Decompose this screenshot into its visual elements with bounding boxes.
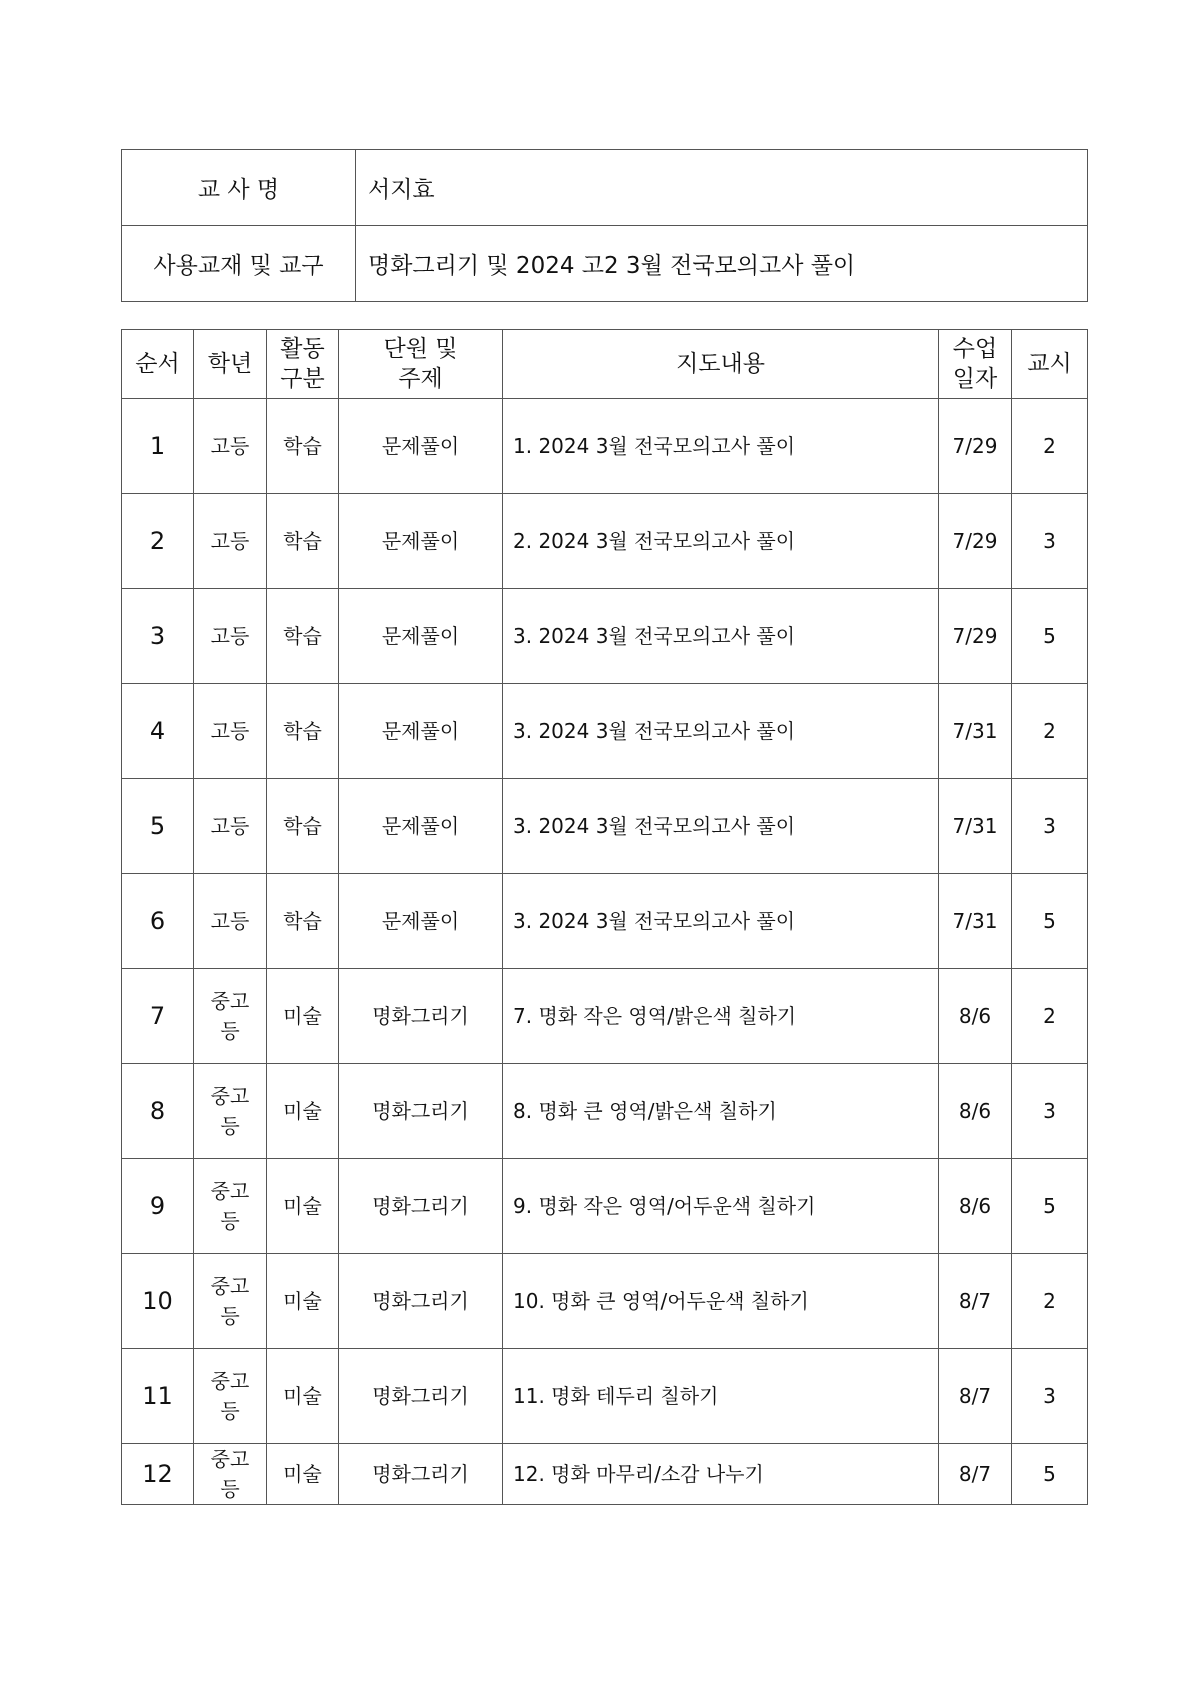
table-row <box>122 1349 1088 1444</box>
grade-text: 중고 <box>210 1274 250 1298</box>
activity-cell: 미술 <box>267 1064 339 1159</box>
grade-cell <box>194 779 267 874</box>
order-cell: 1 <box>122 399 194 494</box>
period-cell: 3 <box>1012 1064 1088 1159</box>
grade-text: 중고 <box>210 1447 250 1471</box>
unit-cell: 문제풀이 <box>339 589 503 684</box>
grade-text: 고등 <box>210 814 250 838</box>
order-cell: 5 <box>122 779 194 874</box>
grade-cell <box>194 1254 267 1349</box>
grade-text: 고등 <box>210 719 250 743</box>
table-row <box>122 779 1088 874</box>
period-cell: 3 <box>1012 1349 1088 1444</box>
grade-text: 고등 <box>210 909 250 933</box>
content-cell: 2. 2024 3월 전국모의고사 풀이 <box>503 494 939 589</box>
unit-cell: 문제풀이 <box>339 779 503 874</box>
header-unit <box>339 330 503 399</box>
unit-cell: 명화그리기 <box>339 1444 503 1505</box>
order-cell: 10 <box>122 1254 194 1349</box>
table-row <box>122 494 1088 589</box>
header-date-line2: 일자 <box>952 366 998 392</box>
content-cell: 12. 명화 마무리/소감 나누기 <box>503 1444 939 1505</box>
schedule-header-row <box>122 330 1088 399</box>
content-cell: 3. 2024 3월 전국모의고사 풀이 <box>503 684 939 779</box>
grade-text: 등 <box>220 1399 240 1423</box>
period-cell: 2 <box>1012 399 1088 494</box>
content-cell: 3. 2024 3월 전국모의고사 풀이 <box>503 874 939 969</box>
grade-text: 고등 <box>210 529 250 553</box>
activity-cell: 학습 <box>267 399 339 494</box>
content-cell: 9. 명화 작은 영역/어두운색 칠하기 <box>503 1159 939 1254</box>
header-date-line1: 수업 <box>952 336 998 362</box>
grade-cell <box>194 1444 267 1505</box>
grade-cell <box>194 874 267 969</box>
grade-text: 등 <box>220 1019 240 1043</box>
date-cell: 7/29 <box>939 494 1012 589</box>
order-cell: 11 <box>122 1349 194 1444</box>
activity-cell: 미술 <box>267 1444 339 1505</box>
header-activity <box>267 330 339 399</box>
date-cell: 8/7 <box>939 1444 1012 1505</box>
order-cell: 12 <box>122 1444 194 1505</box>
order-cell: 7 <box>122 969 194 1064</box>
grade-text: 중고 <box>210 989 250 1013</box>
header-order: 순서 <box>122 330 194 399</box>
grade-text: 중고 <box>210 1369 250 1393</box>
order-cell: 3 <box>122 589 194 684</box>
date-cell: 7/29 <box>939 399 1012 494</box>
grade-cell <box>194 589 267 684</box>
date-cell: 8/6 <box>939 969 1012 1064</box>
unit-cell: 문제풀이 <box>339 874 503 969</box>
content-cell: 3. 2024 3월 전국모의고사 풀이 <box>503 589 939 684</box>
grade-text: 중고 <box>210 1084 250 1108</box>
header-activity-line2: 구분 <box>280 366 325 392</box>
header-unit-line2: 주제 <box>398 366 443 392</box>
date-cell: 7/29 <box>939 589 1012 684</box>
table-row <box>122 1444 1088 1505</box>
unit-cell: 명화그리기 <box>339 1159 503 1254</box>
schedule-table <box>121 329 1088 1505</box>
period-cell: 3 <box>1012 779 1088 874</box>
period-cell: 2 <box>1012 684 1088 779</box>
order-cell: 9 <box>122 1159 194 1254</box>
content-cell: 3. 2024 3월 전국모의고사 풀이 <box>503 779 939 874</box>
content-cell: 11. 명화 테두리 칠하기 <box>503 1349 939 1444</box>
grade-cell <box>194 399 267 494</box>
activity-cell: 미술 <box>267 1349 339 1444</box>
period-cell: 5 <box>1012 589 1088 684</box>
header-content: 지도내용 <box>503 330 939 399</box>
period-cell: 2 <box>1012 1254 1088 1349</box>
grade-cell <box>194 1159 267 1254</box>
unit-cell: 명화그리기 <box>339 1064 503 1159</box>
date-cell: 7/31 <box>939 874 1012 969</box>
materials-value: 명화그리기 및 2024 고2 3월 전국모의고사 풀이 <box>356 226 1088 302</box>
table-row <box>122 969 1088 1064</box>
activity-cell: 학습 <box>267 494 339 589</box>
activity-cell: 학습 <box>267 779 339 874</box>
unit-cell: 명화그리기 <box>339 1254 503 1349</box>
grade-cell <box>194 494 267 589</box>
grade-text: 중고 <box>210 1179 250 1203</box>
grade-cell <box>194 1064 267 1159</box>
grade-text: 등 <box>220 1304 240 1328</box>
teacher-row <box>122 150 1088 226</box>
teacher-value: 서지효 <box>356 150 1088 226</box>
grade-text: 등 <box>220 1209 240 1233</box>
content-cell: 1. 2024 3월 전국모의고사 풀이 <box>503 399 939 494</box>
period-cell: 5 <box>1012 1159 1088 1254</box>
activity-cell: 미술 <box>267 969 339 1064</box>
teacher-label: 교 사 명 <box>122 150 356 226</box>
schedule-body <box>122 399 1088 1505</box>
order-cell: 6 <box>122 874 194 969</box>
teacher-info-table <box>121 149 1088 302</box>
content-cell: 8. 명화 큰 영역/밝은색 칠하기 <box>503 1064 939 1159</box>
period-cell: 5 <box>1012 874 1088 969</box>
header-date <box>939 330 1012 399</box>
activity-cell: 미술 <box>267 1159 339 1254</box>
date-cell: 8/6 <box>939 1159 1012 1254</box>
grade-text: 등 <box>220 1114 240 1138</box>
materials-row <box>122 226 1088 302</box>
table-row <box>122 399 1088 494</box>
table-row <box>122 589 1088 684</box>
header-activity-line1: 활동 <box>280 336 325 362</box>
unit-cell: 명화그리기 <box>339 1349 503 1444</box>
order-cell: 4 <box>122 684 194 779</box>
period-cell: 3 <box>1012 494 1088 589</box>
header-period: 교시 <box>1012 330 1088 399</box>
date-cell: 7/31 <box>939 684 1012 779</box>
grade-text: 고등 <box>210 434 250 458</box>
table-row <box>122 1159 1088 1254</box>
grade-text: 고등 <box>210 624 250 648</box>
order-cell: 2 <box>122 494 194 589</box>
header-grade: 학년 <box>194 330 267 399</box>
grade-cell <box>194 1349 267 1444</box>
date-cell: 8/6 <box>939 1064 1012 1159</box>
table-row <box>122 1064 1088 1159</box>
order-cell: 8 <box>122 1064 194 1159</box>
grade-cell <box>194 684 267 779</box>
activity-cell: 학습 <box>267 589 339 684</box>
period-cell: 2 <box>1012 969 1088 1064</box>
period-cell: 5 <box>1012 1444 1088 1505</box>
table-row <box>122 874 1088 969</box>
date-cell: 8/7 <box>939 1254 1012 1349</box>
activity-cell: 학습 <box>267 684 339 779</box>
unit-cell: 명화그리기 <box>339 969 503 1064</box>
unit-cell: 문제풀이 <box>339 494 503 589</box>
unit-cell: 문제풀이 <box>339 684 503 779</box>
materials-label: 사용교재 및 교구 <box>122 226 356 302</box>
activity-cell: 미술 <box>267 1254 339 1349</box>
date-cell: 7/31 <box>939 779 1012 874</box>
activity-cell: 학습 <box>267 874 339 969</box>
table-row <box>122 1254 1088 1349</box>
grade-text: 등 <box>220 1477 240 1501</box>
table-row <box>122 684 1088 779</box>
content-cell: 7. 명화 작은 영역/밝은색 칠하기 <box>503 969 939 1064</box>
grade-cell <box>194 969 267 1064</box>
content-cell: 10. 명화 큰 영역/어두운색 칠하기 <box>503 1254 939 1349</box>
unit-cell: 문제풀이 <box>339 399 503 494</box>
date-cell: 8/7 <box>939 1349 1012 1444</box>
header-unit-line1: 단원 및 <box>383 336 458 362</box>
